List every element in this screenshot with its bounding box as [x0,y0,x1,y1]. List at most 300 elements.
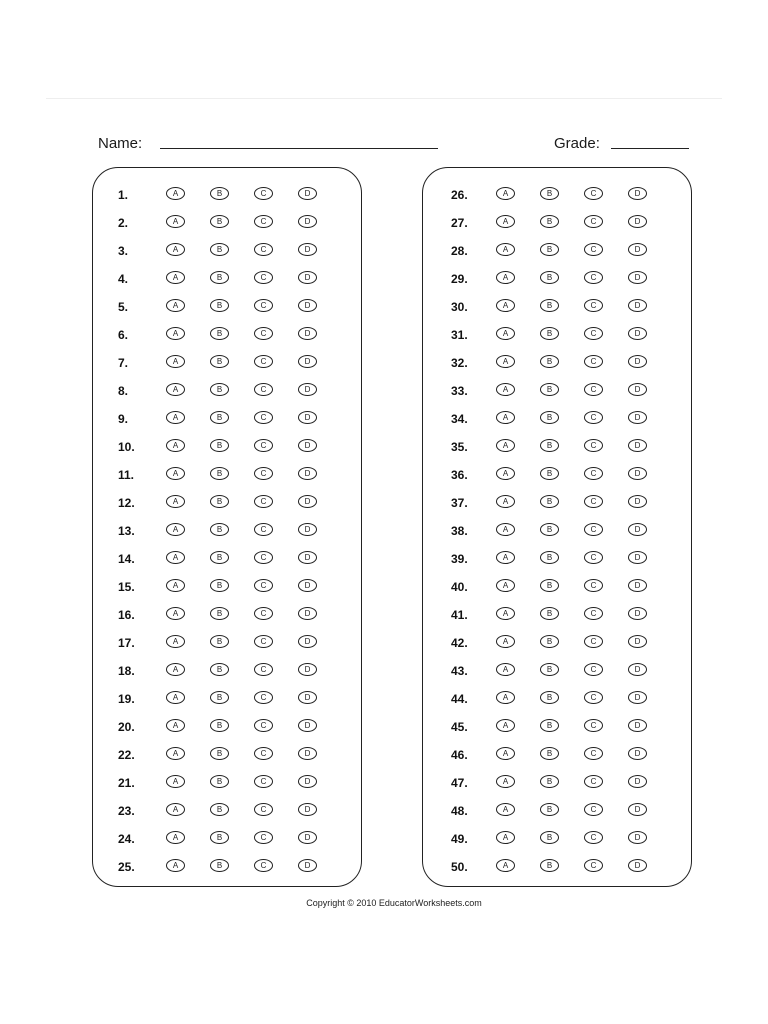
answer-bubble-d[interactable]: D [298,831,317,844]
question-number: 10. [118,440,135,454]
answer-bubble-b[interactable]: B [540,187,559,200]
answer-bubble-a[interactable]: A [166,551,185,564]
answer-bubble-d[interactable]: D [298,803,317,816]
answer-bubble-c[interactable]: C [254,775,273,788]
answer-bubble-b[interactable]: B [210,523,229,536]
question-number: 12. [118,496,135,510]
answer-bubble-b[interactable]: B [210,355,229,368]
answer-bubble-a[interactable]: A [166,215,185,228]
answer-row [423,213,693,235]
answer-row [93,241,363,263]
answer-bubble-c[interactable]: C [584,187,603,200]
question-number: 41. [451,608,468,622]
answer-bubble-d[interactable]: D [628,635,647,648]
question-number: 28. [451,244,468,258]
answer-bubble-a[interactable]: A [496,495,515,508]
answer-row [93,269,363,291]
answer-bubble-c[interactable]: C [584,215,603,228]
answer-bubble-a[interactable]: A [166,299,185,312]
answer-bubble-a[interactable]: A [166,803,185,816]
answer-bubble-a[interactable]: A [496,243,515,256]
answer-bubble-c[interactable]: C [254,635,273,648]
answer-bubble-d[interactable]: D [628,747,647,760]
answer-bubble-d[interactable]: D [628,439,647,452]
answer-bubble-c[interactable]: C [584,719,603,732]
name-label: Name: [98,135,143,152]
answer-panel-left [92,167,362,887]
answer-bubble-a[interactable]: A [166,327,185,340]
answer-row [93,745,363,767]
answer-bubble-b[interactable]: B [210,383,229,396]
answer-bubble-d[interactable]: D [298,747,317,760]
answer-bubble-b[interactable]: B [540,383,559,396]
answer-bubble-a[interactable]: A [166,691,185,704]
question-number: 21. [118,776,135,790]
answer-bubble-d[interactable]: D [628,803,647,816]
question-number: 1. [118,188,129,202]
answer-bubble-c[interactable]: C [584,663,603,676]
grade-label: Grade: [554,135,600,152]
answer-bubble-b[interactable]: B [210,579,229,592]
answer-bubble-c[interactable]: C [254,355,273,368]
answer-bubble-a[interactable]: A [496,607,515,620]
answer-bubble-c[interactable]: C [254,719,273,732]
answer-row [423,549,693,571]
answer-bubble-a[interactable]: A [496,859,515,872]
answer-bubble-a[interactable]: A [496,803,515,816]
answer-bubble-c[interactable]: C [584,523,603,536]
answer-bubble-d[interactable]: D [628,271,647,284]
answer-bubble-d[interactable]: D [628,775,647,788]
answer-bubble-a[interactable]: A [166,187,185,200]
answer-bubble-d[interactable]: D [628,859,647,872]
question-number: 29. [451,272,468,286]
answer-bubble-a[interactable]: A [166,439,185,452]
question-number: 30. [451,300,468,314]
answer-bubble-d[interactable]: D [298,439,317,452]
answer-bubble-a[interactable]: A [166,411,185,424]
answer-bubble-d[interactable]: D [628,467,647,480]
answer-bubble-b[interactable]: B [540,579,559,592]
answer-bubble-b[interactable]: B [210,803,229,816]
answer-bubble-a[interactable]: A [496,775,515,788]
answer-bubble-a[interactable]: A [496,831,515,844]
question-number: 32. [451,356,468,370]
answer-bubble-a[interactable]: A [166,775,185,788]
answer-bubble-c[interactable]: C [254,327,273,340]
answer-bubble-a[interactable]: A [166,747,185,760]
answer-bubble-a[interactable]: A [166,579,185,592]
question-number: 34. [451,412,468,426]
answer-row [423,437,693,459]
answer-bubble-a[interactable]: A [166,355,185,368]
answer-bubble-a[interactable]: A [496,579,515,592]
answer-bubble-a[interactable]: A [166,831,185,844]
question-number: 24. [118,832,135,846]
answer-row [93,773,363,795]
answer-row [423,829,693,851]
answer-bubble-d[interactable]: D [298,635,317,648]
question-number: 36. [451,468,468,482]
answer-row [93,325,363,347]
answer-bubble-c[interactable]: C [584,383,603,396]
answer-bubble-b[interactable]: B [210,411,229,424]
answer-bubble-d[interactable]: D [298,467,317,480]
answer-bubble-d[interactable]: D [298,663,317,676]
answer-bubble-c[interactable]: C [254,551,273,564]
answer-bubble-d[interactable]: D [298,775,317,788]
question-number: 43. [451,664,468,678]
question-number: 8. [118,384,129,398]
answer-bubble-d[interactable]: D [298,551,317,564]
answer-row [93,689,363,711]
answer-bubble-b[interactable]: B [210,495,229,508]
answer-bubble-d[interactable]: D [298,187,317,200]
answer-row [93,297,363,319]
answer-bubble-a[interactable]: A [496,439,515,452]
answer-bubble-a[interactable]: A [166,243,185,256]
answer-bubble-c[interactable]: C [584,803,603,816]
answer-bubble-b[interactable]: B [210,719,229,732]
question-number: 40. [451,580,468,594]
answer-bubble-a[interactable]: A [166,523,185,536]
answer-bubble-b[interactable]: B [540,439,559,452]
question-number: 33. [451,384,468,398]
answer-bubble-a[interactable]: A [496,467,515,480]
answer-bubble-a[interactable]: A [496,691,515,704]
answer-bubble-d[interactable]: D [298,271,317,284]
answer-bubble-b[interactable]: B [210,271,229,284]
answer-bubble-d[interactable]: D [298,523,317,536]
answer-bubble-b[interactable]: B [210,551,229,564]
question-number: 14. [118,552,135,566]
question-number: 13. [118,524,135,538]
question-number: 23. [118,804,135,818]
answer-row [93,661,363,683]
answer-bubble-d[interactable]: D [628,719,647,732]
answer-bubble-d[interactable]: D [298,383,317,396]
answer-bubble-c[interactable]: C [254,411,273,424]
answer-row [423,689,693,711]
answer-row [93,381,363,403]
question-number: 26. [451,188,468,202]
question-number: 11. [118,468,135,482]
answer-bubble-d[interactable]: D [298,411,317,424]
answer-bubble-c[interactable]: C [254,439,273,452]
answer-bubble-b[interactable]: B [540,691,559,704]
question-number: 9. [118,412,129,426]
question-number: 19. [118,692,135,706]
answer-bubble-b[interactable]: B [540,719,559,732]
answer-bubble-c[interactable]: C [254,215,273,228]
question-number: 50. [451,860,468,874]
answer-bubble-a[interactable]: A [166,467,185,480]
question-number: 16. [118,608,135,622]
answer-bubble-c[interactable]: C [584,635,603,648]
answer-row [93,185,363,207]
answer-bubble-b[interactable]: B [210,775,229,788]
answer-row [423,605,693,627]
answer-bubble-c[interactable]: C [254,299,273,312]
question-number: 44. [451,692,468,706]
question-number: 17. [118,636,135,650]
answer-bubble-c[interactable]: C [584,243,603,256]
grade-field-line[interactable] [611,148,689,149]
answer-row [93,493,363,515]
answer-bubble-c[interactable]: C [584,747,603,760]
question-number: 31. [451,328,468,342]
answer-bubble-d[interactable]: D [628,383,647,396]
answer-bubble-c[interactable]: C [254,271,273,284]
answer-bubble-d[interactable]: D [298,719,317,732]
answer-bubble-d[interactable]: D [628,691,647,704]
answer-row [423,745,693,767]
answer-row [93,353,363,375]
answer-bubble-a[interactable]: A [496,551,515,564]
answer-bubble-b[interactable]: B [540,215,559,228]
answer-bubble-d[interactable]: D [628,495,647,508]
answer-bubble-b[interactable]: B [540,271,559,284]
answer-bubble-a[interactable]: A [166,859,185,872]
answer-row [423,325,693,347]
answer-bubble-a[interactable]: A [496,719,515,732]
answer-bubble-c[interactable]: C [254,747,273,760]
answer-bubble-b[interactable]: B [210,747,229,760]
answer-bubble-c[interactable]: C [254,467,273,480]
answer-bubble-c[interactable]: C [584,467,603,480]
answer-bubble-d[interactable]: D [628,215,647,228]
answer-bubble-c[interactable]: C [254,803,273,816]
answer-bubble-b[interactable]: B [210,859,229,872]
answer-bubble-c[interactable]: C [254,243,273,256]
question-number: 37. [451,496,468,510]
answer-bubble-d[interactable]: D [298,607,317,620]
question-number: 4. [118,272,129,286]
answer-bubble-c[interactable]: C [254,859,273,872]
answer-bubble-c[interactable]: C [254,495,273,508]
answer-bubble-c[interactable]: C [584,411,603,424]
answer-row [423,381,693,403]
answer-row [423,353,693,375]
answer-bubble-d[interactable]: D [298,327,317,340]
answer-bubble-d[interactable]: D [628,299,647,312]
answer-bubble-a[interactable]: A [496,523,515,536]
answer-bubble-c[interactable]: C [254,187,273,200]
answer-bubble-c[interactable]: C [584,271,603,284]
answer-bubble-b[interactable]: B [540,411,559,424]
answer-bubble-d[interactable]: D [298,355,317,368]
answer-bubble-b[interactable]: B [540,243,559,256]
answer-bubble-b[interactable]: B [540,299,559,312]
answer-bubble-a[interactable]: A [166,271,185,284]
answer-bubble-a[interactable]: A [166,663,185,676]
answer-bubble-a[interactable]: A [496,187,515,200]
answer-bubble-d[interactable]: D [628,411,647,424]
question-number: 7. [118,356,129,370]
answer-bubble-b[interactable]: B [540,635,559,648]
answer-row [93,213,363,235]
answer-bubble-b[interactable]: B [540,551,559,564]
answer-bubble-c[interactable]: C [254,383,273,396]
answer-bubble-d[interactable]: D [628,831,647,844]
answer-bubble-a[interactable]: A [166,635,185,648]
answer-bubble-b[interactable]: B [540,355,559,368]
answer-bubble-a[interactable]: A [496,383,515,396]
answer-row [423,857,693,879]
question-number: 25. [118,860,135,874]
answer-bubble-d[interactable]: D [298,859,317,872]
answer-row [423,633,693,655]
question-number: 5. [118,300,129,314]
answer-panel-right [422,167,692,887]
question-number: 45. [451,720,468,734]
answer-row [423,185,693,207]
question-number: 20. [118,720,135,734]
question-number: 35. [451,440,468,454]
answer-bubble-b[interactable]: B [540,775,559,788]
answer-bubble-b[interactable]: B [540,747,559,760]
answer-row [423,577,693,599]
answer-row [93,633,363,655]
answer-bubble-c[interactable]: C [584,551,603,564]
answer-row [423,297,693,319]
answer-bubble-b[interactable]: B [540,495,559,508]
answer-bubble-d[interactable]: D [628,579,647,592]
page-top-rule [46,98,722,99]
answer-row [423,661,693,683]
answer-bubble-b[interactable]: B [540,803,559,816]
answer-row [423,717,693,739]
answer-bubble-c[interactable]: C [584,439,603,452]
answer-bubble-b[interactable]: B [210,831,229,844]
question-number: 42. [451,636,468,650]
answer-bubble-c[interactable]: C [584,859,603,872]
question-number: 38. [451,524,468,538]
answer-row [423,521,693,543]
answer-bubble-c[interactable]: C [584,831,603,844]
question-number: 22. [118,748,135,762]
question-number: 2. [118,216,129,230]
answer-bubble-a[interactable]: A [496,663,515,676]
answer-bubble-a[interactable]: A [166,719,185,732]
answer-bubble-a[interactable]: A [166,495,185,508]
answer-bubble-d[interactable]: D [628,187,647,200]
answer-bubble-d[interactable]: D [628,607,647,620]
answer-row [93,801,363,823]
question-number: 15. [118,580,135,594]
answer-bubble-c[interactable]: C [254,607,273,620]
answer-bubble-a[interactable]: A [496,215,515,228]
question-number: 47. [451,776,468,790]
answer-row [423,801,693,823]
answer-row [93,465,363,487]
answer-bubble-c[interactable]: C [584,299,603,312]
question-number: 18. [118,664,135,678]
answer-bubble-b[interactable]: B [540,859,559,872]
answer-row [93,437,363,459]
answer-bubble-a[interactable]: A [496,355,515,368]
answer-bubble-d[interactable]: D [298,299,317,312]
answer-row [423,493,693,515]
answer-bubble-d[interactable]: D [628,355,647,368]
question-number: 46. [451,748,468,762]
answer-bubble-a[interactable]: A [166,383,185,396]
answer-bubble-c[interactable]: C [254,579,273,592]
answer-bubble-a[interactable]: A [496,299,515,312]
answer-bubble-b[interactable]: B [210,187,229,200]
name-field-line[interactable] [160,148,438,149]
answer-bubble-b[interactable]: B [210,327,229,340]
answer-bubble-c[interactable]: C [254,663,273,676]
answer-row [93,857,363,879]
copyright-notice: Copyright © 2010 EducatorWorksheets.com [306,898,482,908]
answer-bubble-b[interactable]: B [210,467,229,480]
answer-bubble-b[interactable]: B [540,831,559,844]
answer-bubble-a[interactable]: A [166,607,185,620]
answer-bubble-a[interactable]: A [496,327,515,340]
question-number: 6. [118,328,129,342]
answer-bubble-b[interactable]: B [210,663,229,676]
answer-row [423,409,693,431]
answer-bubble-d[interactable]: D [298,215,317,228]
answer-bubble-b[interactable]: B [540,467,559,480]
answer-row [93,577,363,599]
answer-bubble-d[interactable]: D [628,327,647,340]
answer-bubble-c[interactable]: C [584,495,603,508]
answer-bubble-a[interactable]: A [496,635,515,648]
answer-bubble-d[interactable]: D [298,243,317,256]
answer-bubble-b[interactable]: B [210,243,229,256]
answer-bubble-b[interactable]: B [210,215,229,228]
answer-bubble-d[interactable]: D [628,523,647,536]
answer-bubble-c[interactable]: C [584,327,603,340]
answer-bubble-c[interactable]: C [584,775,603,788]
answer-bubble-b[interactable]: B [210,691,229,704]
answer-row [93,409,363,431]
answer-bubble-c[interactable]: C [584,579,603,592]
answer-bubble-a[interactable]: A [496,411,515,424]
answer-bubble-b[interactable]: B [540,663,559,676]
question-number: 49. [451,832,468,846]
answer-bubble-b[interactable]: B [540,523,559,536]
answer-row [93,829,363,851]
answer-bubble-b[interactable]: B [210,607,229,620]
question-number: 27. [451,216,468,230]
answer-bubble-d[interactable]: D [628,551,647,564]
answer-row [423,269,693,291]
answer-bubble-c[interactable]: C [254,831,273,844]
answer-bubble-c[interactable]: C [584,355,603,368]
answer-row [93,549,363,571]
answer-bubble-d[interactable]: D [298,691,317,704]
answer-bubble-b[interactable]: B [210,299,229,312]
answer-bubble-c[interactable]: C [584,607,603,620]
answer-bubble-d[interactable]: D [628,663,647,676]
answer-bubble-a[interactable]: A [496,271,515,284]
answer-bubble-b[interactable]: B [540,327,559,340]
answer-bubble-b[interactable]: B [210,439,229,452]
answer-bubble-b[interactable]: B [210,635,229,648]
answer-bubble-a[interactable]: A [496,747,515,760]
answer-bubble-d[interactable]: D [298,495,317,508]
answer-bubble-c[interactable]: C [254,691,273,704]
question-number: 3. [118,244,129,258]
answer-bubble-c[interactable]: C [254,523,273,536]
answer-bubble-d[interactable]: D [298,579,317,592]
answer-bubble-b[interactable]: B [540,607,559,620]
answer-bubble-d[interactable]: D [628,243,647,256]
answer-bubble-c[interactable]: C [584,691,603,704]
